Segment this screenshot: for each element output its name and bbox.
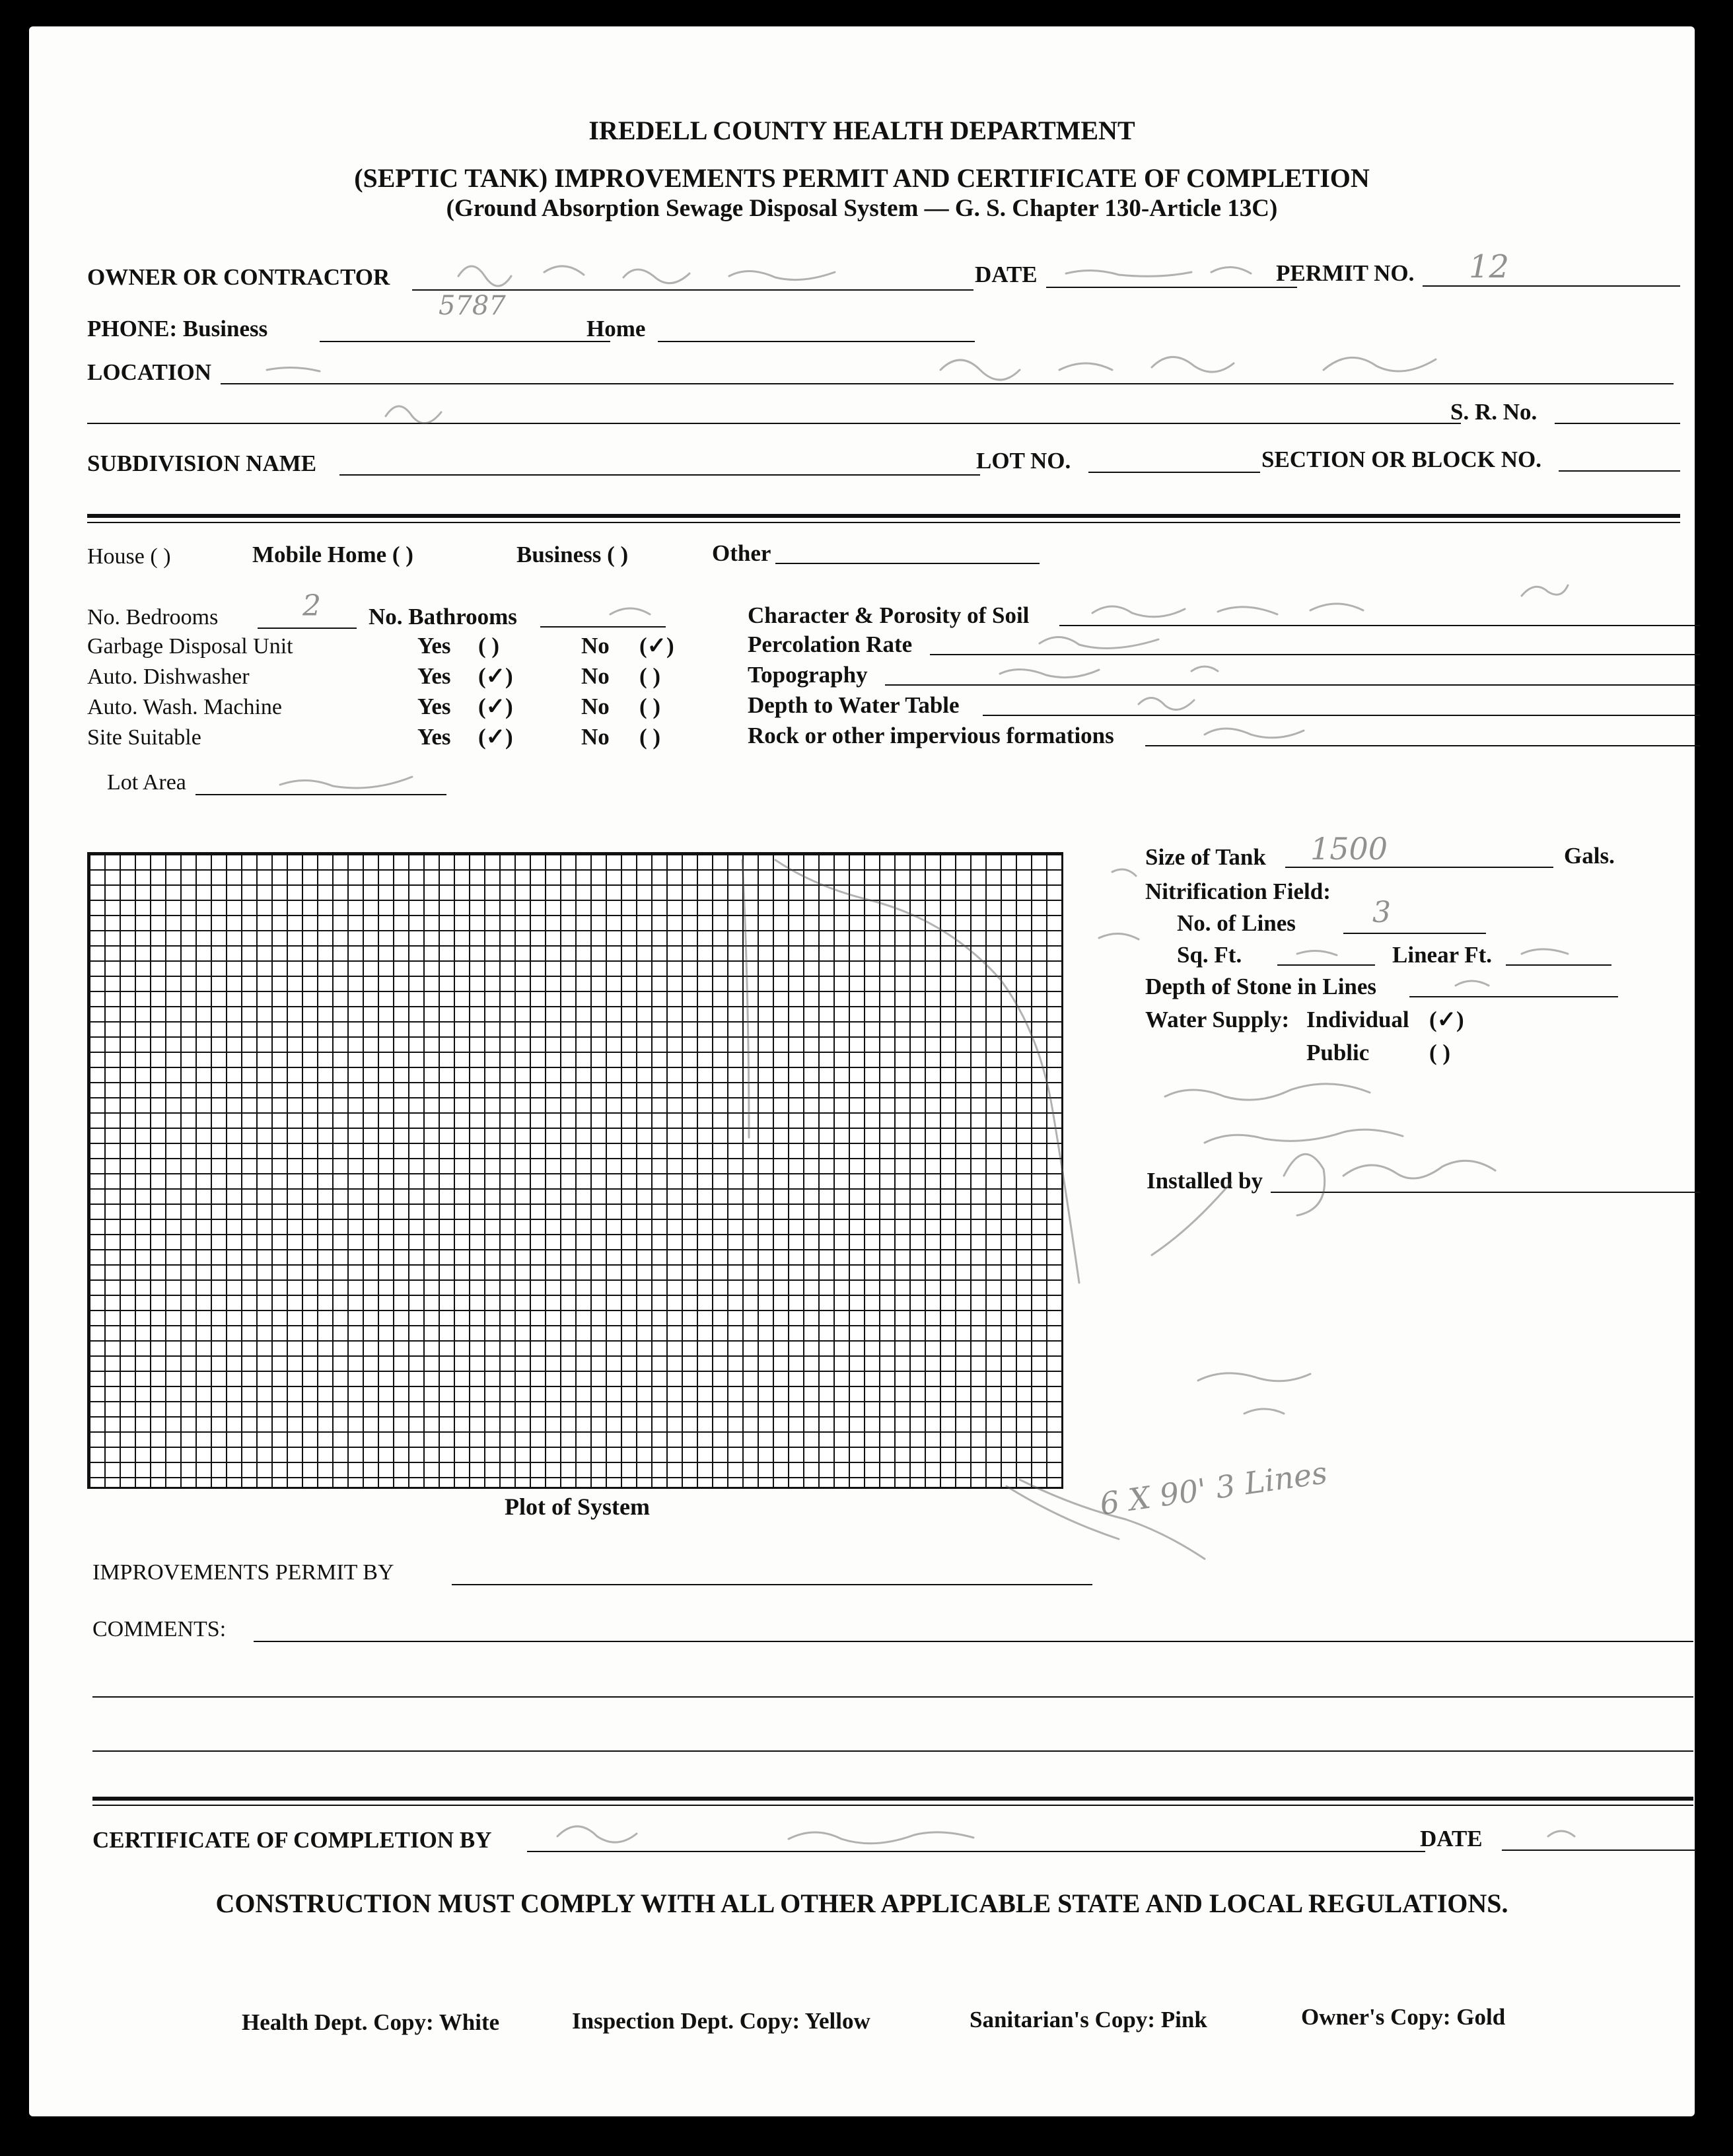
plot-caption: Plot of System — [505, 1493, 650, 1520]
dishwasher-no-label: No — [581, 663, 610, 689]
tank-size-label: Size of Tank — [1145, 844, 1266, 870]
dishwasher-label: Auto. Dishwasher — [87, 665, 250, 689]
house-option[interactable]: House ( ) — [87, 544, 171, 569]
lot-area-label: Lot Area — [107, 770, 186, 795]
date-scribble — [1066, 267, 1251, 276]
handwriting-marks — [29, 26, 1695, 2116]
owner-scribble — [458, 266, 835, 286]
lot-no-label: LOT NO. — [976, 448, 1071, 474]
dishwasher-no-box[interactable]: ( ) — [639, 663, 661, 689]
rock-scribble — [1205, 729, 1304, 738]
site-suitable-no-box[interactable]: ( ) — [639, 724, 661, 750]
linear-ft-label: Linear Ft. — [1392, 942, 1493, 968]
improvements-permit-label: IMPROVEMENTS PERMIT BY — [92, 1560, 394, 1585]
percolation-label: Percolation Rate — [748, 631, 913, 657]
phone-business-label: PHONE: Business — [87, 316, 268, 341]
public-box[interactable]: ( ) — [1429, 1040, 1451, 1065]
garbage-yes-label: Yes — [417, 633, 451, 659]
wash-machine-yes-label: Yes — [417, 694, 451, 719]
location-label: LOCATION — [87, 359, 211, 385]
plot-note: 6 X 90' 3 Lines — [1097, 1455, 1329, 1522]
soil-character-label: Character & Porosity of Soil — [748, 602, 1030, 628]
stone-scribble — [1456, 981, 1489, 986]
subdivision-label: SUBDIVISION NAME — [87, 450, 317, 476]
rock-formations-label: Rock or other impervious formations — [748, 723, 1114, 748]
certificate-date-label: DATE — [1420, 1826, 1483, 1851]
other-label: Other — [712, 540, 771, 566]
bedrooms-label: No. Bedrooms — [87, 605, 219, 629]
site-suitable-yes-label: Yes — [417, 724, 451, 750]
lines-label: No. of Lines — [1177, 910, 1296, 936]
permit-no-value: 12 — [1469, 248, 1510, 285]
cert-date-scribble — [1548, 1831, 1574, 1836]
plot-sketch — [742, 860, 1205, 1559]
copy-owner: Owner's Copy: Gold — [1301, 2004, 1506, 2030]
installed-by-label: Installed by — [1147, 1168, 1263, 1194]
gals-label: Gals. — [1564, 843, 1615, 869]
permit-no-label: PERMIT NO. — [1276, 260, 1415, 286]
section-label: SECTION OR BLOCK NO. — [1261, 447, 1541, 472]
topography-scribble — [1000, 666, 1218, 678]
garbage-no-label: No — [581, 633, 610, 659]
owner-label: OWNER OR CONTRACTOR — [87, 264, 390, 290]
dishwasher-yes-label: Yes — [417, 663, 451, 689]
water-supply-label: Water Supply: — [1145, 1007, 1290, 1032]
garbage-no-box[interactable]: (✓) — [639, 633, 674, 659]
lines-value: 3 — [1372, 896, 1391, 929]
public-label: Public — [1306, 1040, 1370, 1065]
soil-scribble — [1092, 585, 1568, 617]
bedrooms-value: 2 — [302, 589, 321, 623]
permit-title: (SEPTIC TANK) IMPROVEMENTS PERMIT AND CERTIFICATE OF COMPLETION — [354, 163, 1370, 193]
dishwasher-yes-box[interactable]: (✓) — [478, 663, 513, 689]
bathrooms-scribble — [610, 608, 650, 614]
installer-signature — [1152, 1154, 1495, 1255]
phone-business-value: 5787 — [439, 291, 506, 321]
regulations-notice: CONSTRUCTION MUST COMPLY WITH ALL OTHER APPLICABLE STATE AND LOCAL REGULATIONS. — [215, 1888, 1508, 1918]
copy-inspection-dept: Inspection Dept. Copy: Yellow — [572, 2008, 870, 2034]
percolation-scribble — [1040, 637, 1158, 648]
topography-label: Topography — [748, 662, 868, 688]
lot-area-scribble — [280, 777, 412, 788]
wash-machine-yes-box[interactable]: (✓) — [478, 694, 513, 719]
copy-health-dept: Health Dept. Copy: White — [242, 2009, 500, 2035]
permit-form — [29, 26, 1695, 2116]
wash-machine-no-label: No — [581, 694, 610, 719]
sqft-scribble — [1297, 949, 1568, 955]
site-suitable-label: Site Suitable — [87, 725, 201, 750]
nitrification-label: Nitrification Field: — [1145, 879, 1331, 904]
mobile-home-option[interactable]: Mobile Home ( ) — [252, 542, 413, 567]
water-table-scribble — [1139, 698, 1194, 709]
wash-machine-no-box[interactable]: ( ) — [639, 694, 661, 719]
certificate-by-label: CERTIFICATE OF COMPLETION BY — [92, 1827, 492, 1853]
location-scribble — [267, 357, 1436, 423]
individual-label: Individual — [1306, 1007, 1409, 1032]
certificate-signature — [557, 1826, 973, 1844]
date-label: DATE — [975, 262, 1038, 287]
business-option[interactable]: Business ( ) — [516, 542, 629, 567]
site-suitable-no-label: No — [581, 724, 610, 750]
site-suitable-yes-box[interactable]: (✓) — [478, 724, 513, 750]
installer-notes — [1165, 1084, 1403, 1143]
garbage-disposal-label: Garbage Disposal Unit — [87, 634, 293, 659]
stone-depth-label: Depth of Stone in Lines — [1145, 974, 1377, 999]
comments-label: COMMENTS: — [92, 1617, 227, 1641]
tank-size-value: 1500 — [1310, 831, 1388, 867]
bathrooms-label: No. Bathrooms — [369, 604, 517, 629]
water-table-label: Depth to Water Table — [748, 692, 960, 718]
phone-home-label: Home — [586, 316, 646, 341]
department-heading: IREDELL COUNTY HEALTH DEPARTMENT — [588, 116, 1135, 145]
individual-box[interactable]: (✓) — [1429, 1007, 1464, 1032]
sr-no-label: S. R. No. — [1450, 399, 1538, 425]
garbage-yes-box[interactable]: ( ) — [478, 633, 500, 659]
permit-subtitle: (Ground Absorption Sewage Disposal System — G. S. Chapter 130-Article 13C) — [446, 195, 1278, 222]
sqft-label: Sq. Ft. — [1177, 942, 1242, 968]
wash-machine-label: Auto. Wash. Machine — [87, 695, 283, 719]
copy-sanitarian: Sanitarian's Copy: Pink — [970, 2007, 1207, 2032]
